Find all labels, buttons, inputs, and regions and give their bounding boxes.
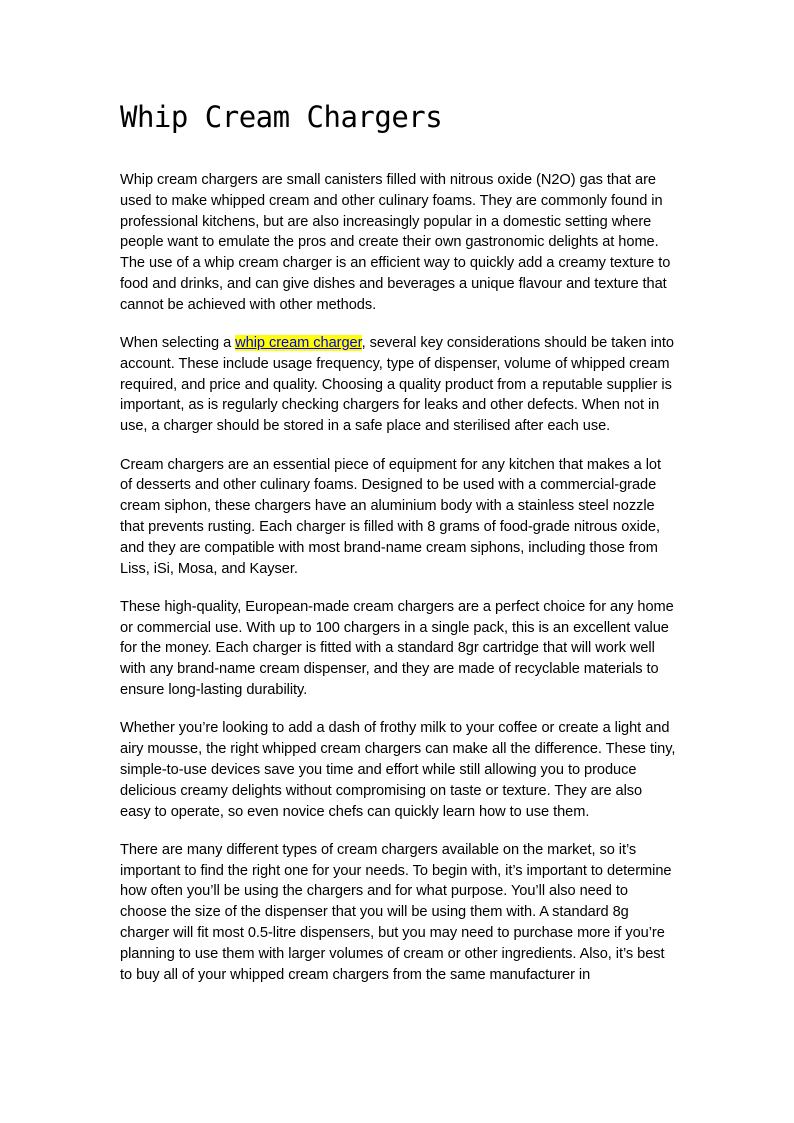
- paragraph-intro: Whip cream chargers are small canisters filled with nitrous oxide (N2O) gas that are used to make whipped cream and other culinary foams. They are commonly found in professional kitchens, but are also increasingly popular in a domestic setting where people want to emulate the pros and create their own gastronomic delights at home. The use of a whip cream charger is an efficient way to quickly add a creamy texture to food and drinks, and can give dishes and beverages a unique flavour and texture that cannot be achieved with other methods.: [120, 172, 671, 313]
- paragraph-selecting: [120, 333, 676, 437]
- paragraph-essential-equipment: Cream chargers are an essential piece of equipment for any kitchen that makes a lot of desserts and other culinary foams. Designed to be used with a commercial-grade cream siphon, these chargers have an aluminium body with a stainless steel nozzle that prevents rusting. Each charger is filled with 8 grams of food-grade nitrous oxide, and they are compatible with most brand-name cream siphons, including those from Liss, iSi, Mosa, and Kayser.: [120, 456, 661, 577]
- document-page: [120, 96, 676, 1003]
- paragraph-european-made: These high-quality, European-made cream chargers are a perfect choice for any home or commercial use. With up to 100 chargers in a single pack, this is an excellent value for the money. Each charger is fitted with a standard 8gr cartridge that will work well with any brand-name cream dispenser, and they are made of recyclable materials to ensure long-lasting durability.: [120, 598, 674, 699]
- paragraph-text-after-link: , several key considerations should be taken into account. These include usage frequency, type of dispenser, volume of whipped cream required, and price and quality. Choosing a quality product from a reputable supplier is important, as is regularly checking chargers for leaks and other defects. When not in use, a charger should be stored in a safe place and sterilised after each use.: [120, 335, 674, 435]
- paragraph-frothy-milk: Whether you’re looking to add a dash of frothy milk to your coffee or create a light and airy mousse, the right whipped cream chargers can make all the difference. These tiny, simple-to-use devices save you time and effort while still allowing you to produce delicious creamy delights without compromising on taste or texture. They are also easy to operate, so even novice chefs can quickly learn how to use them.: [120, 720, 676, 820]
- paragraph-types-of-chargers: There are many different types of cream chargers available on the market, so it’s important to find the right one for your needs. To begin with, it’s important to determine how often you’ll be using the chargers and for what purpose. You’ll also need to choose the size of the dispenser that you will be using them with. A standard 8g charger will fit most 0.5-litre dispensers, but you may need to purchase more if you’re planning to use them with larger volumes of cream or other ingredients. Also, it’s best to buy all of your whipped cream chargers from the same manufacturer in: [120, 841, 672, 983]
- whip-cream-charger-link[interactable]: whip cream charger: [235, 335, 362, 352]
- paragraph-text-before-link: When selecting a: [120, 335, 236, 352]
- document-title: Whip Cream Chargers: [120, 100, 443, 134]
